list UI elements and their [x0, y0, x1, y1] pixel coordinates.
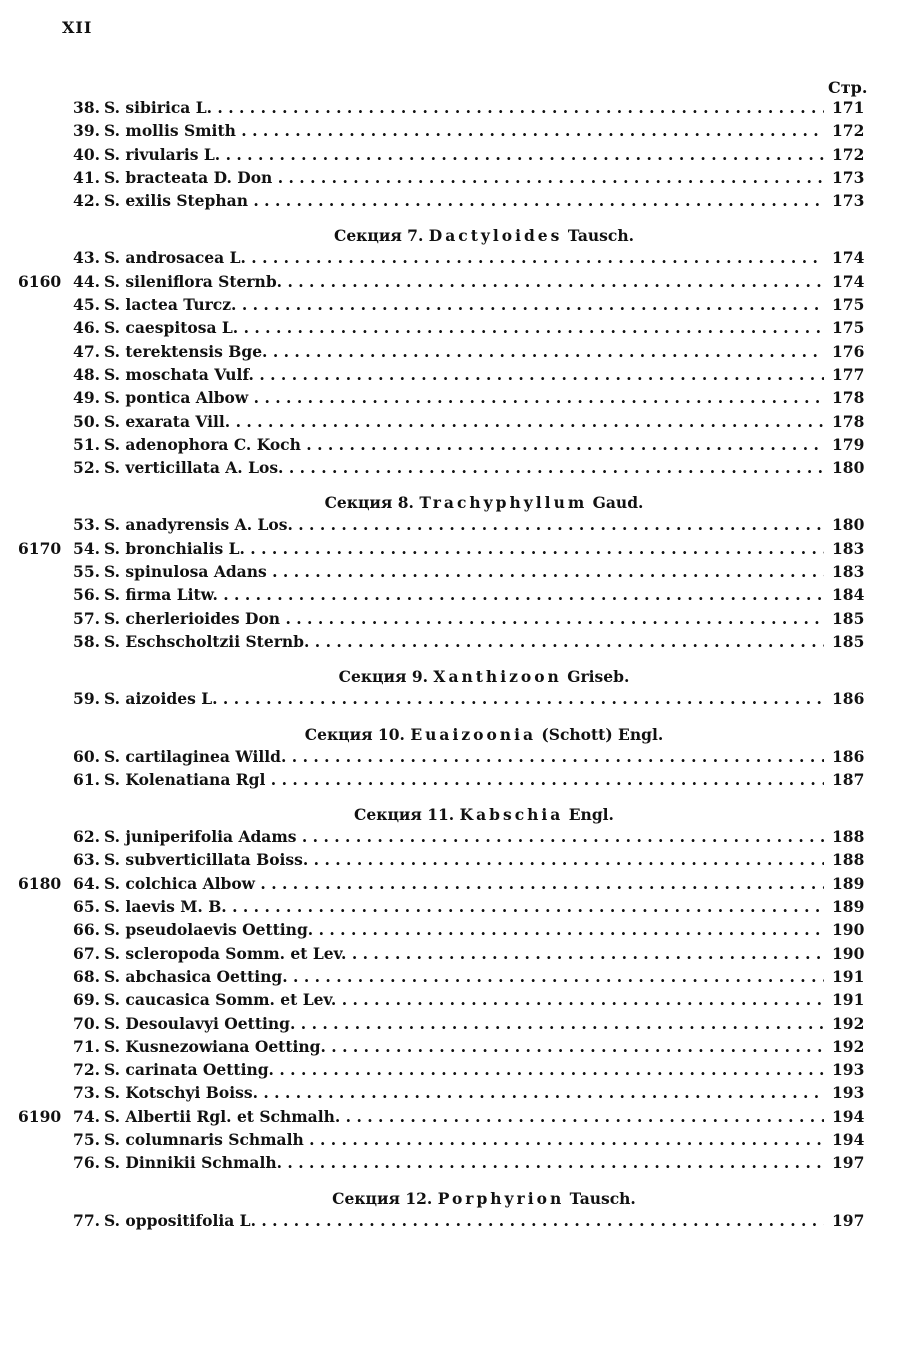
toc-group [0, 793, 908, 1176]
species-name: S. pseudolaevis Oetting. . . . [104, 920, 824, 939]
toc-entry [0, 874, 908, 897]
entry-number: 41. [73, 167, 100, 187]
entry-number: 64. [73, 873, 100, 893]
species-name: S. Albertii Rgl. et Schmalh. . . . [104, 1107, 824, 1126]
section-prefix: Секция 11. [354, 805, 455, 825]
page-ref: 172 [832, 121, 865, 141]
species-name: S. columnaris Schmalh . . . [104, 1130, 824, 1149]
page-ref: 185 [832, 631, 865, 651]
toc-entry [0, 850, 908, 873]
species-name: S. carinata Oetting. . . . [104, 1060, 824, 1079]
page-ref: 177 [832, 364, 865, 384]
toc-entry [0, 248, 908, 271]
page-ref: 190 [832, 920, 865, 940]
section-prefix: Секция 9. [338, 667, 429, 687]
species-name: S. moschata Vulf. . . . [104, 365, 824, 384]
section-prefix: Секция 7. [333, 226, 424, 246]
page-ref: 189 [832, 897, 865, 917]
toc-entry [0, 515, 908, 538]
entry-number: 59. [73, 689, 100, 709]
toc-entry [0, 562, 908, 585]
page-ref: 178 [832, 388, 865, 408]
section-name: Trachyphyllum [419, 493, 588, 513]
page-ref: 180 [832, 515, 865, 535]
section-name: Xanthizoon [433, 667, 562, 687]
entry-number: 47. [73, 341, 100, 361]
page-ref: 175 [832, 318, 865, 338]
margin-number: 6160 [18, 271, 62, 291]
toc-entry [0, 98, 908, 121]
toc-entry [0, 365, 908, 388]
page-ref: 173 [832, 167, 865, 187]
toc-entry [0, 412, 908, 435]
toc-entry [0, 191, 908, 214]
entry-number: 71. [73, 1036, 100, 1056]
toc-entry [0, 1153, 908, 1176]
toc-entry [0, 1107, 908, 1130]
toc-entry [0, 770, 908, 793]
page-ref: 186 [832, 689, 865, 709]
toc-entry [0, 272, 908, 295]
toc-entry [0, 585, 908, 608]
species-name: S. caucasica Somm. et Lev. . . . [104, 990, 824, 1009]
page-ref: 186 [832, 746, 865, 766]
page-ref: 193 [832, 1083, 865, 1103]
toc-group [0, 1177, 908, 1234]
entry-number: 50. [73, 411, 100, 431]
toc-entry [0, 1211, 908, 1234]
toc-entry [0, 295, 908, 318]
toc-entry [0, 1130, 908, 1153]
toc-entry [0, 145, 908, 168]
section-prefix: Секция 10. [304, 724, 405, 744]
section-prefix: Секция 12. [332, 1188, 433, 1208]
species-name: S. juniperifolia Adams . . . [104, 827, 824, 846]
section-author: Gaud. [592, 493, 644, 513]
species-name: S. adenophora C. Koch . . . [104, 435, 824, 454]
page-number: XII [62, 18, 93, 37]
entry-number: 48. [73, 364, 100, 384]
toc-entry [0, 747, 908, 770]
section-author: Tausch. [567, 226, 635, 246]
entry-number: 45. [73, 295, 100, 315]
entry-number: 43. [73, 248, 100, 268]
species-name: S. Eschscholtzii Sternb. . . . [104, 632, 824, 651]
species-name: S. verticillata A. Los. . . . [104, 458, 824, 477]
toc-entry [0, 609, 908, 632]
margin-number: 6180 [18, 873, 62, 893]
page-ref: 191 [832, 966, 865, 986]
species-name: S. terektensis Bge. . . . [104, 342, 824, 361]
species-name: S. colchica Albow . . . [104, 874, 824, 893]
species-name: S. Desoulavyi Oetting. . . . [104, 1014, 824, 1033]
species-name: S. firma Litw. . . . [104, 585, 824, 604]
entry-number: 52. [73, 458, 100, 478]
toc-entry [0, 458, 908, 481]
species-name: S. bronchialis L. . . . [104, 539, 824, 558]
species-name: S. caespitosa L. . . . [104, 318, 824, 337]
page-ref: 194 [832, 1106, 865, 1126]
entry-number: 68. [73, 966, 100, 986]
page-ref: 172 [832, 144, 865, 164]
toc-entry [0, 1014, 908, 1037]
toc-entry [0, 121, 908, 144]
species-name: S. lactea Turcz. . . . [104, 295, 824, 314]
page-ref: 183 [832, 562, 865, 582]
entry-number: 69. [73, 990, 100, 1010]
species-name: S. aizoides L. . . . [104, 689, 824, 708]
margin-number: 6170 [18, 538, 62, 558]
section-name: Kabschia [459, 805, 564, 825]
page-ref: 191 [832, 990, 865, 1010]
toc-entry [0, 318, 908, 341]
species-name: S. cherlerioides Don . . . [104, 609, 824, 628]
section-name: Euaizoonia [410, 724, 537, 744]
entry-number: 56. [73, 585, 100, 605]
species-name: S. androsacea L. . . . [104, 248, 824, 267]
toc-entry [0, 1083, 908, 1106]
page-ref: 174 [832, 248, 865, 268]
toc-entry [0, 388, 908, 411]
toc-group [0, 481, 908, 655]
page-ref: 176 [832, 341, 865, 361]
species-name: S. exarata Vill. . . . [104, 412, 824, 431]
page-ref: 173 [832, 191, 865, 211]
species-name: S. oppositifolia L. . . . [104, 1211, 824, 1230]
entry-number: 46. [73, 318, 100, 338]
section-author: Tausch. [569, 1188, 636, 1208]
species-name: S. cartilaginea Willd. . . . [104, 747, 824, 766]
toc-entry [0, 435, 908, 458]
entry-number: 63. [73, 850, 100, 870]
toc-group [0, 214, 908, 481]
toc-entry [0, 168, 908, 191]
species-name: S. subverticillata Boiss. . . . [104, 850, 824, 869]
species-name: S. sibirica L. . . . [104, 98, 824, 117]
entry-number: 40. [73, 144, 100, 164]
entry-number: 72. [73, 1060, 100, 1080]
section-prefix: Секция 8. [324, 493, 414, 513]
species-name: S. anadyrensis A. Los. . . . [104, 515, 824, 534]
page-ref: 190 [832, 943, 865, 963]
section-title [0, 713, 908, 747]
toc-entry [0, 342, 908, 365]
entry-number: 62. [73, 827, 100, 847]
section-author: Griseb. [567, 667, 630, 687]
page-ref: 197 [832, 1153, 865, 1173]
toc-entry [0, 1037, 908, 1060]
page-ref: 189 [832, 873, 865, 893]
toc-entry [0, 539, 908, 562]
toc-entry [0, 1060, 908, 1083]
page-ref: 188 [832, 850, 865, 870]
entry-number: 58. [73, 631, 100, 651]
toc-entry [0, 827, 908, 850]
toc-entry [0, 632, 908, 655]
margin-number: 6190 [18, 1106, 62, 1126]
section-name: Dactyloides [428, 226, 563, 246]
entry-number: 42. [73, 191, 100, 211]
page-ref: 185 [832, 608, 865, 628]
entry-number: 49. [73, 388, 100, 408]
species-name: S. Kotschyi Boiss. . . . [104, 1083, 824, 1102]
entry-number: 54. [73, 538, 100, 558]
entry-number: 44. [73, 271, 100, 291]
species-name: S. Kolenatiana Rgl . . . [104, 770, 824, 789]
section-author: Engl. [568, 805, 614, 825]
entry-number: 77. [73, 1210, 100, 1230]
toc-entry [0, 944, 908, 967]
species-name: S. rivularis L. . . . [104, 145, 824, 164]
species-name: S. scleropoda Somm. et Lev. . . . [104, 944, 824, 963]
page-ref: 192 [832, 1036, 865, 1056]
page-ref: 178 [832, 411, 865, 431]
entry-number: 66. [73, 920, 100, 940]
page-ref: 183 [832, 538, 865, 558]
section-title [0, 655, 908, 689]
table-of-contents [0, 98, 908, 1234]
entry-number: 67. [73, 943, 100, 963]
toc-group [0, 98, 908, 214]
page-ref: 174 [832, 271, 865, 291]
entry-number: 51. [73, 434, 100, 454]
species-name: S. laevis M. B. . . . [104, 897, 824, 916]
page-ref: 188 [832, 827, 865, 847]
species-name: S. exilis Stephan . . . [104, 191, 824, 210]
section-title [0, 1177, 908, 1211]
species-name: S. abchasica Oetting. . . . [104, 967, 824, 986]
entry-number: 38. [73, 98, 100, 117]
page-ref: 184 [832, 585, 865, 605]
page-ref: 180 [832, 458, 865, 478]
species-name: S. pontica Albow . . . [104, 388, 824, 407]
page-ref: 193 [832, 1060, 865, 1080]
entry-number: 55. [73, 562, 100, 582]
page-ref: 192 [832, 1013, 865, 1033]
species-name: S. Dinnikii Schmalh. . . . [104, 1153, 824, 1172]
entry-number: 74. [73, 1106, 100, 1126]
page-ref: 194 [832, 1129, 865, 1149]
species-name: S. mollis Smith . . . [104, 121, 824, 140]
page-ref: 187 [832, 769, 865, 789]
toc-entry [0, 920, 908, 943]
entry-number: 73. [73, 1083, 100, 1103]
page-column-label: Стр. [828, 78, 868, 97]
species-name: S. bracteata D. Don . . . [104, 168, 824, 187]
section-title [0, 214, 908, 248]
page-ref: 171 [832, 98, 865, 117]
entry-number: 65. [73, 897, 100, 917]
species-name: S. Kusnezowiana Oetting. . . . [104, 1037, 824, 1056]
page-ref: 175 [832, 295, 865, 315]
section-title [0, 481, 908, 515]
entry-number: 70. [73, 1013, 100, 1033]
entry-number: 60. [73, 746, 100, 766]
toc-entry [0, 897, 908, 920]
toc-entry [0, 967, 908, 990]
toc-entry [0, 689, 908, 712]
species-name: S. sileniflora Sternb. . . . [104, 272, 824, 291]
species-name: S. spinulosa Adans . . . [104, 562, 824, 581]
toc-group [0, 713, 908, 794]
entry-number: 39. [73, 121, 100, 141]
entry-number: 61. [73, 769, 100, 789]
page-ref: 179 [832, 434, 865, 454]
section-author: (Schott) Engl. [541, 724, 664, 744]
entry-number: 53. [73, 515, 100, 535]
page-ref: 197 [832, 1210, 865, 1230]
entry-number: 57. [73, 608, 100, 628]
toc-group [0, 655, 908, 712]
entry-number: 75. [73, 1129, 100, 1149]
section-title [0, 793, 908, 827]
section-name: Porphyrion [437, 1188, 565, 1208]
toc-entry [0, 990, 908, 1013]
entry-number: 76. [73, 1153, 100, 1173]
